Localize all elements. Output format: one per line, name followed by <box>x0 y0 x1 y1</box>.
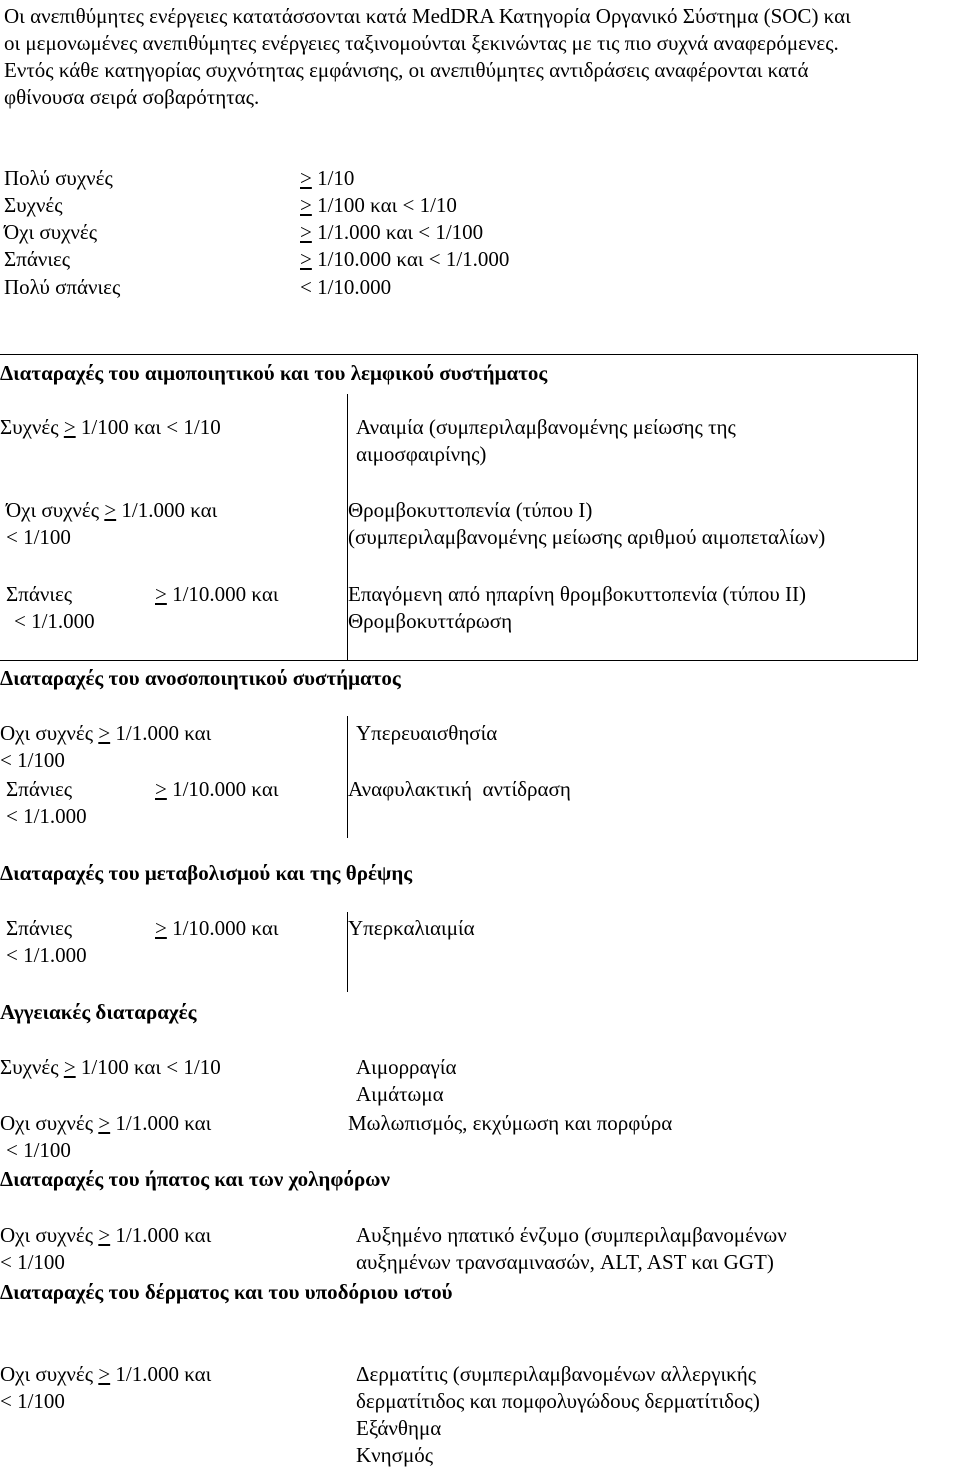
freq-label: Πολύ σπάνιες <box>4 275 121 299</box>
effect-text: Υπερκαλιαιμία <box>348 916 475 940</box>
freq-cell: Συχνές > 1/100 και < 1/10 <box>0 415 221 439</box>
freq-value: < 1/1.000 <box>14 609 95 633</box>
freq-value: < 1/10.000 <box>300 275 392 299</box>
section-title-immune: Διαταραχές του ανοσοποιητικού συστήματος <box>0 666 401 690</box>
effect-cell <box>356 1361 760 1469</box>
effect-text: δερματίτιδος και πομφολυγώδους δερματίτιδος) <box>356 1389 760 1413</box>
effect-text: Κνησμός <box>356 1443 434 1467</box>
freq-value: > 1/10 <box>300 166 355 190</box>
effect-text: αιμοσφαιρίνης) <box>356 442 487 466</box>
effect-text: Αναιμία (συμπεριλαμβανομένης μείωσης της <box>356 415 736 439</box>
freq-cell: Συχνές > 1/100 και < 1/10 <box>0 1055 221 1079</box>
effect-cell <box>348 581 806 635</box>
freq-value: > 1/1.000 και < 1/100 <box>300 220 484 244</box>
intro-line-1: Οι ανεπιθύμητες ενέργειες κατατάσσονται κατά MedDRA Κατηγορία Οργανικό Σύστημα (SOC) και <box>4 4 851 28</box>
freq-label: Σπάνιες <box>6 582 73 606</box>
intro-line-3: Εντός κάθε κατηγορίας συχνότητας εμφάνισης, οι ανεπιθύμητες αντιδράσεις αναφέρονται κατά <box>4 58 809 82</box>
freq-label: Συχνές <box>4 193 63 217</box>
freq-label: Όχι συχνές <box>4 220 98 244</box>
effect-text: Υπερευαισθησία <box>356 721 498 745</box>
freq-value: > 1/10.000 και <box>155 916 279 940</box>
effect-text: Αιμορραγία <box>356 1055 457 1079</box>
section-divider <box>0 660 918 661</box>
intro-line-4: φθίνουσα σειρά σοβαρότητας. <box>4 85 260 109</box>
freq-cell: Οχι συχνές > 1/1.000 και < 1/100 <box>0 721 212 772</box>
table-right-border <box>917 354 918 661</box>
freq-value: < 1/1.000 <box>6 804 87 828</box>
freq-label: Σπάνιες <box>6 916 73 940</box>
effect-text: Θρομβοκυττάρωση <box>348 609 513 633</box>
effect-text: αυξημένων τρανσαμινασών, ALT, AST και GGT) <box>356 1250 774 1274</box>
section-title-skin: Διαταραχές του δέρματος και του υποδόριου ιστού <box>0 1280 453 1304</box>
freq-cell: Όχι συχνές > 1/1.000 και < 1/100 <box>6 498 218 549</box>
effect-text: Θρομβοκυττοπενία (τύπου I) <box>348 498 593 522</box>
effect-text: Επαγόμενη από ηπαρίνη θρομβοκυττοπενία (τύπου II) <box>348 582 807 606</box>
section-title-vascular: Αγγειακές διαταραχές <box>0 1000 197 1024</box>
effect-cell <box>356 1222 787 1276</box>
freq-value: > 1/10.000 και <box>155 777 279 801</box>
section-title-liver: Διαταραχές του ήπατος και των χοληφόρων <box>0 1167 390 1191</box>
effect-text: Αναφυλακτική αντίδραση <box>348 777 571 801</box>
effect-text: Εξάνθημα <box>356 1416 442 1440</box>
freq-cell: Οχι συχνές > 1/1.000 και < 1/100 <box>0 1111 212 1162</box>
freq-cell: Οχι συχνές > 1/1.000 και < 1/100 <box>0 1362 212 1413</box>
table-top-border <box>0 354 918 355</box>
freq-value: > 1/10.000 και <box>155 582 279 606</box>
freq-label: Σπάνιες <box>4 247 71 271</box>
effect-text: Δερματίτις (συμπεριλαμβανομένων αλλεργικής <box>356 1362 757 1386</box>
effect-cell <box>356 1054 456 1108</box>
effect-text: Αυξημένο ηπατικό ένζυμο (συμπεριλαμβανομένων <box>356 1223 787 1247</box>
freq-value: > 1/10.000 και < 1/1.000 <box>300 247 510 271</box>
freq-value: > 1/100 και < 1/10 <box>300 193 457 217</box>
effect-text: (συμπεριλαμβανομένης μείωσης αριθμού αιμοπεταλίων) <box>348 525 826 549</box>
intro-line-2: οι μεμονωμένες ανεπιθύμητες ενέργειες ταξινομούνται ξεκινώντας με τις πιο συχνά αναφερόμενες. <box>4 31 839 55</box>
effect-text: Μωλωπισμός, εκχύμωση και πορφύρα <box>348 1111 673 1135</box>
freq-value: < 1/1.000 <box>6 943 87 967</box>
freq-cell: Οχι συχνές > 1/1.000 και < 1/100 <box>0 1223 212 1274</box>
freq-label: Σπάνιες <box>6 777 73 801</box>
effect-text: Αιμάτωμα <box>356 1082 444 1106</box>
freq-label: Πολύ συχνές <box>4 166 113 190</box>
section-title-blood: Διαταραχές του αιμοποιητικού και του λεμφικού συστήματος <box>0 361 548 385</box>
effect-cell <box>356 414 736 468</box>
section-title-metabolism: Διαταραχές του μεταβολισμού και της θρέψης <box>0 861 413 885</box>
effect-cell <box>348 497 825 551</box>
